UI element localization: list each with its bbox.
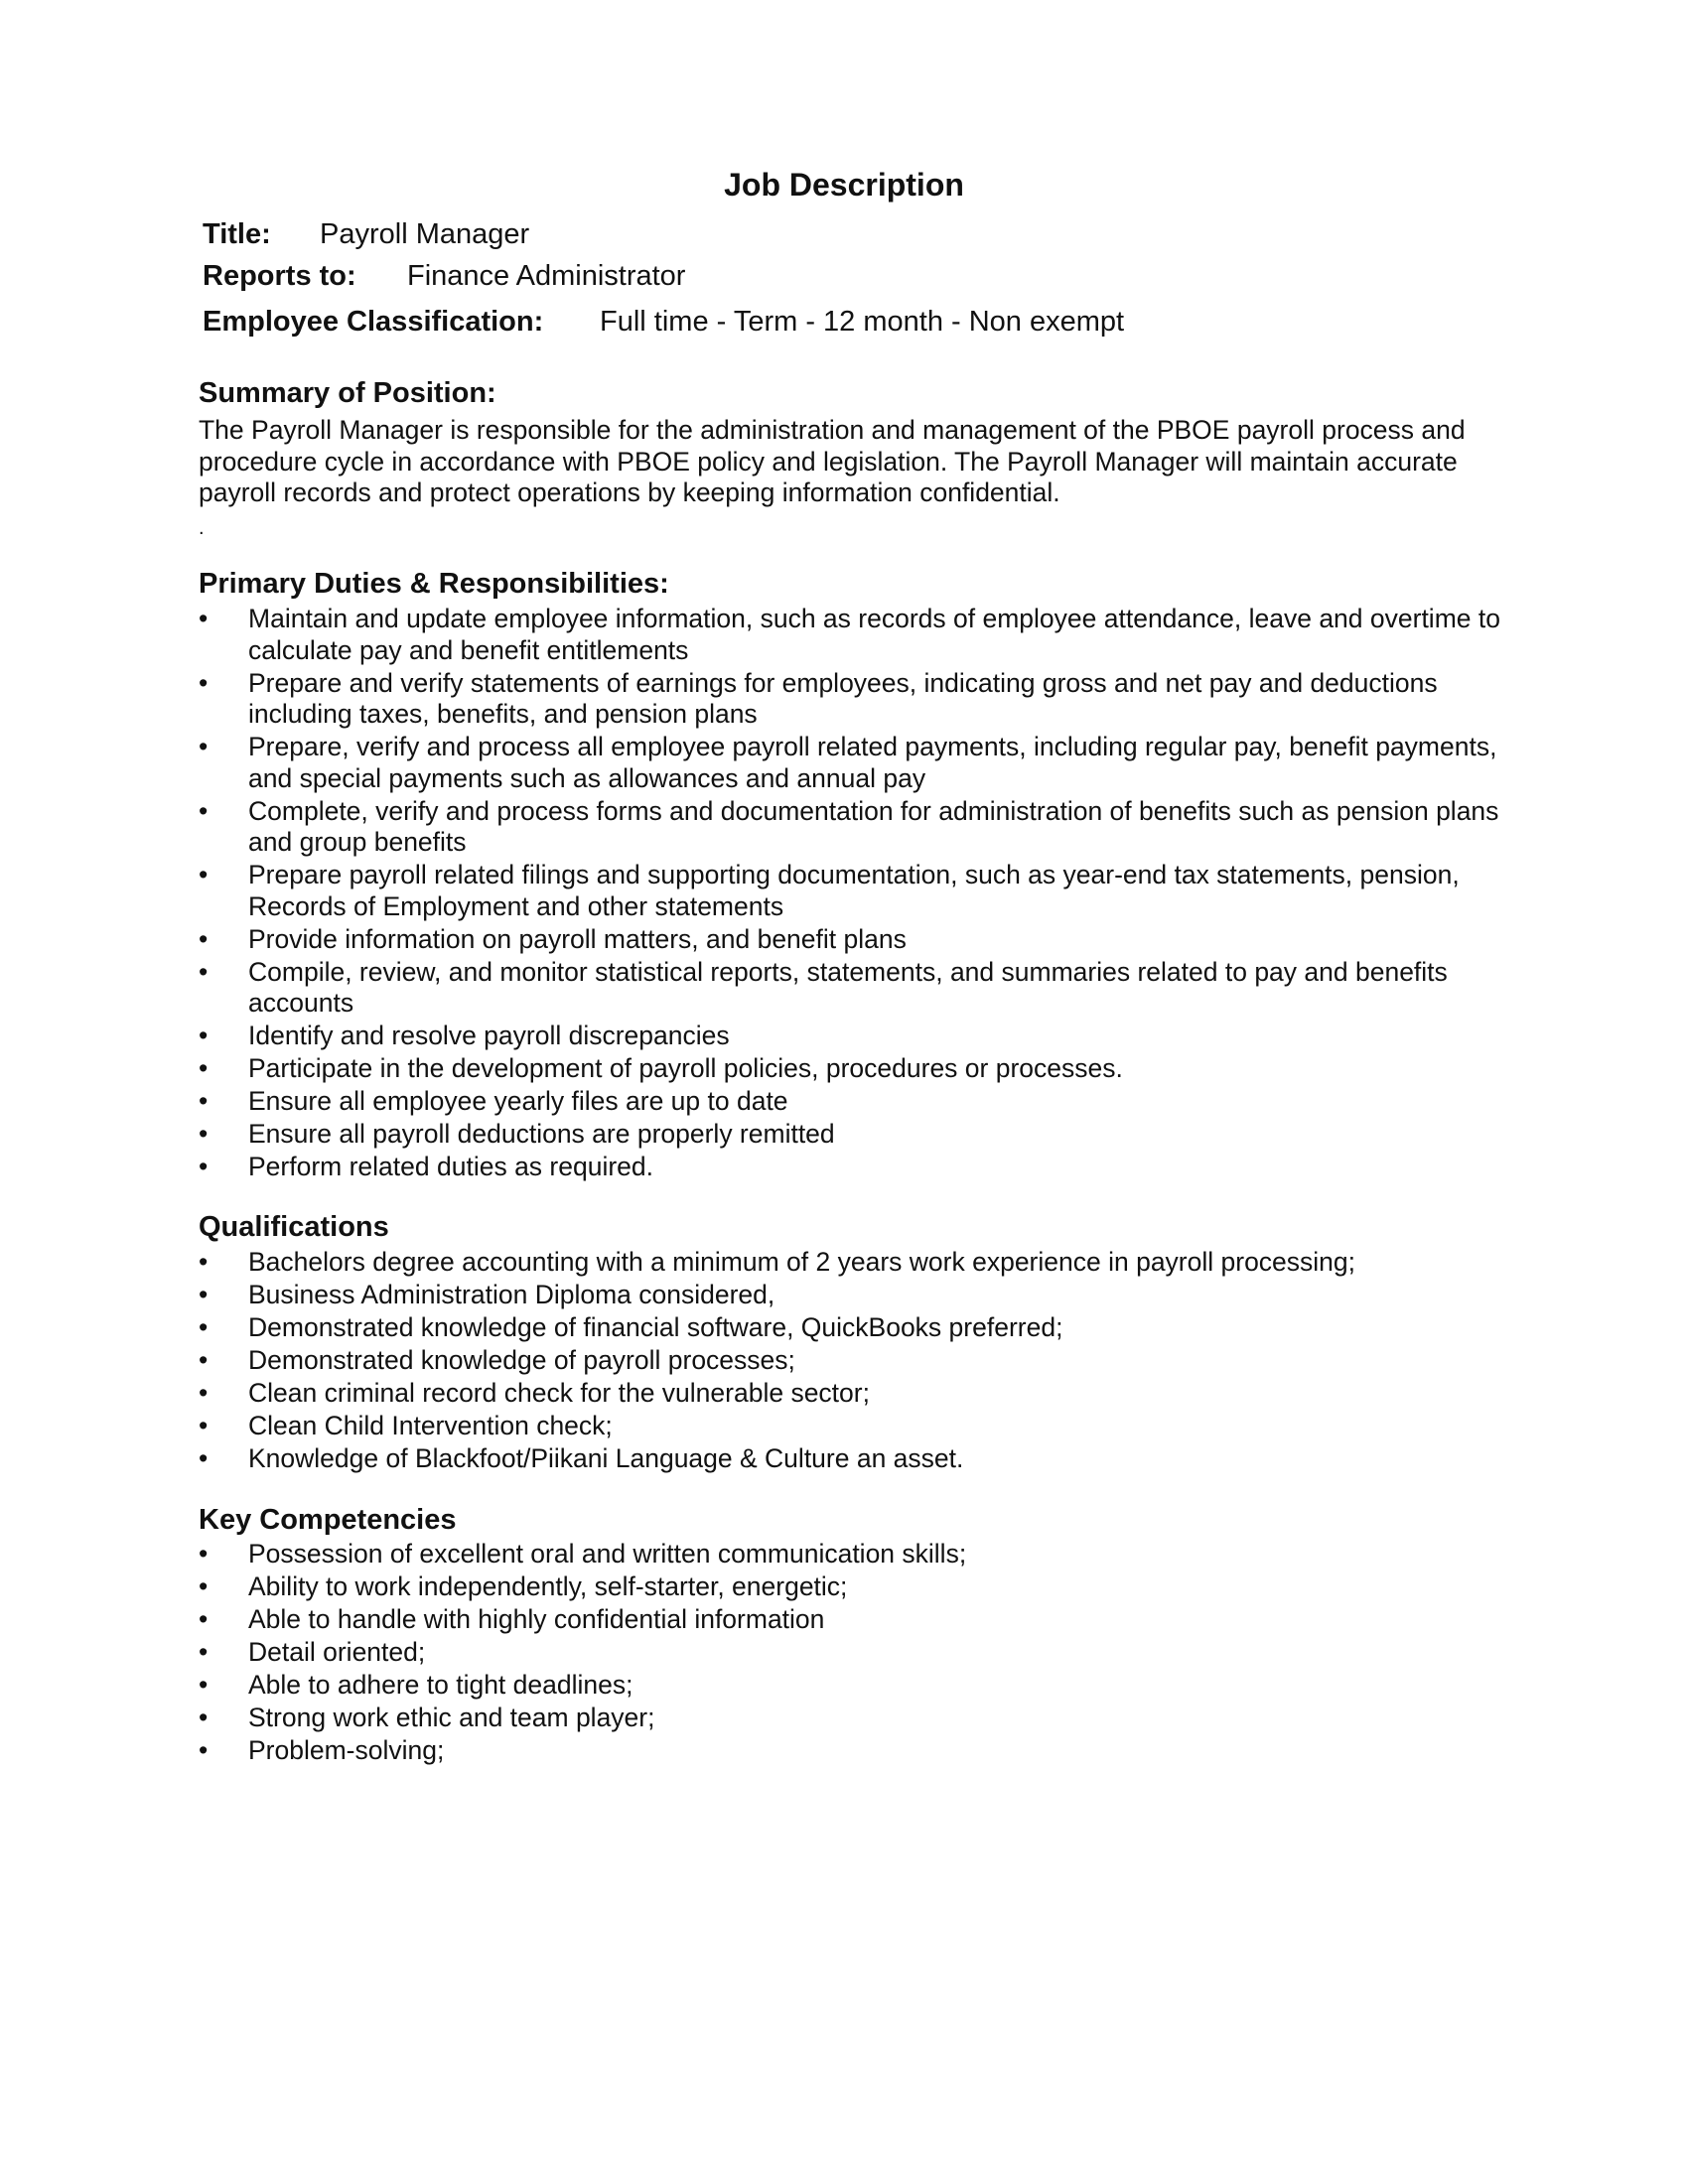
list-item-text: Prepare, verify and process all employee payroll related payments, including regular pay, benefit payments, and special payments such as allowances and annual pay — [248, 732, 1497, 793]
list-item — [199, 604, 1509, 666]
bullet-icon: • — [199, 1539, 209, 1569]
bullet-icon: • — [199, 667, 209, 698]
bullet-icon: • — [199, 732, 209, 761]
list-item-text: Ensure all employee yearly files are up to date — [248, 1086, 788, 1116]
bullet-icon: • — [199, 1247, 209, 1277]
competencies-list — [199, 1539, 1509, 1768]
list-item — [199, 1443, 1509, 1475]
bullet-icon: • — [199, 1443, 209, 1473]
bullet-icon: • — [199, 1735, 209, 1765]
list-item — [199, 1152, 1509, 1183]
bullet-icon: • — [199, 1571, 209, 1601]
duties-heading: Primary Duties & Responsibilities: — [199, 568, 669, 600]
bullet-icon: • — [199, 956, 209, 987]
list-item-text: Clean criminal record check for the vulnerable sector; — [248, 1378, 870, 1408]
bullet-icon: • — [199, 1637, 209, 1667]
bullet-icon: • — [199, 1378, 209, 1408]
list-item-text: Demonstrated knowledge of payroll processes; — [248, 1345, 795, 1375]
bullet-icon: • — [199, 604, 209, 633]
list-item — [199, 1571, 1509, 1603]
bullet-icon: • — [199, 1152, 209, 1181]
list-item — [199, 1539, 1509, 1570]
list-item — [199, 1637, 1509, 1669]
list-item-text: Prepare and verify statements of earnings for employees, indicating gross and net pay and deductions including taxes, benefits, and pension plans — [248, 667, 1438, 729]
list-item-text: Able to handle with highly confidential information — [248, 1604, 825, 1634]
list-item-text: Knowledge of Blackfoot/Piikani Language & Culture an asset. — [248, 1443, 964, 1473]
list-item-text: Participate in the development of payroll policies, procedures or processes. — [248, 1053, 1123, 1083]
summary-trailing-mark: . — [199, 517, 205, 539]
summary-heading: Summary of Position: — [199, 377, 496, 409]
list-item — [199, 796, 1509, 859]
list-item — [199, 1312, 1509, 1344]
bullet-icon: • — [199, 1021, 209, 1050]
list-item — [199, 1086, 1509, 1118]
bullet-icon: • — [199, 1703, 209, 1732]
list-item — [199, 1119, 1509, 1151]
list-item-text: Provide information on payroll matters, and benefit plans — [248, 923, 907, 954]
bullet-icon: • — [199, 1312, 209, 1342]
list-item-text: Maintain and update employee information, such as records of employee attendance, leave and overtime to calculate pay and benefit entitlements — [248, 604, 1500, 665]
list-item — [199, 860, 1509, 922]
bullet-icon: • — [199, 860, 209, 889]
list-item-text: Clean Child Intervention check; — [248, 1411, 613, 1440]
bullet-icon: • — [199, 795, 209, 826]
bullet-icon: • — [199, 1345, 209, 1375]
meta-title-value: Payroll Manager — [320, 218, 530, 250]
list-item — [199, 1021, 1509, 1052]
list-item — [199, 1378, 1509, 1410]
list-item-text: Compile, review, and monitor statistical reports, statements, and summaries related to pay and benefits accounts — [248, 956, 1448, 1018]
list-item-text: Identify and resolve payroll discrepancies — [248, 1021, 730, 1050]
bullet-icon: • — [199, 1280, 209, 1309]
list-item-text: Able to adhere to tight deadlines; — [248, 1670, 633, 1700]
bullet-icon: • — [199, 1086, 209, 1116]
duties-list — [199, 604, 1509, 1184]
list-item — [199, 1247, 1509, 1279]
list-item-text: Problem-solving; — [248, 1735, 445, 1765]
list-item — [199, 1280, 1509, 1311]
list-item-text: Demonstrated knowledge of financial software, QuickBooks preferred; — [248, 1312, 1063, 1342]
document-title: Job Description — [724, 167, 964, 203]
list-item — [199, 924, 1509, 956]
meta-reports-value: Finance Administrator — [407, 260, 686, 292]
list-item — [199, 1345, 1509, 1377]
list-item — [199, 957, 1509, 1020]
summary-paragraph: The Payroll Manager is responsible for the administration and management of the PBOE payroll process and procedure cycle in accordance with PBOE policy and legislation. The Payroll Manager will maintain accurate payroll records and protect operations by keeping information confidential. — [199, 415, 1466, 507]
list-item-text: Detail oriented; — [248, 1637, 426, 1667]
list-item-text: Possession of excellent oral and written communication skills; — [248, 1539, 967, 1569]
meta-reports-label: Reports to: — [203, 260, 356, 292]
list-item-text: Business Administration Diploma considered, — [248, 1280, 775, 1309]
meta-classification-label: Employee Classification: — [203, 306, 544, 338]
list-item — [199, 1053, 1509, 1085]
list-item-text: Bachelors degree accounting with a minimum of 2 years work experience in payroll processing; — [248, 1247, 1356, 1277]
list-item — [199, 1604, 1509, 1636]
bullet-icon: • — [199, 923, 209, 954]
list-item-text: Prepare payroll related filings and supporting documentation, such as year-end tax statements, pension, Records of Employment and other statements — [248, 860, 1460, 921]
list-item — [199, 1703, 1509, 1734]
bullet-icon: • — [199, 1053, 209, 1083]
list-item-text: Ability to work independently, self-starter, energetic; — [248, 1571, 848, 1601]
list-item-text: Complete, verify and process forms and documentation for administration of benefits such as pension plans and group benefits — [248, 795, 1499, 857]
meta-classification-value: Full time - Term - 12 month - Non exempt — [600, 306, 1125, 338]
bullet-icon: • — [199, 1119, 209, 1149]
bullet-icon: • — [199, 1670, 209, 1700]
list-item — [199, 1411, 1509, 1442]
meta-title-label: Title: — [203, 218, 271, 250]
qualifications-list — [199, 1247, 1509, 1476]
list-item — [199, 668, 1509, 731]
qualifications-heading: Qualifications — [199, 1211, 389, 1243]
list-item — [199, 1670, 1509, 1702]
bullet-icon: • — [199, 1604, 209, 1634]
competencies-heading: Key Competencies — [199, 1504, 457, 1536]
bullet-icon: • — [199, 1411, 209, 1440]
list-item-text: Ensure all payroll deductions are properly remitted — [248, 1119, 835, 1149]
list-item-text: Strong work ethic and team player; — [248, 1703, 655, 1732]
list-item — [199, 732, 1509, 794]
list-item-text: Perform related duties as required. — [248, 1152, 654, 1181]
list-item — [199, 1735, 1509, 1767]
